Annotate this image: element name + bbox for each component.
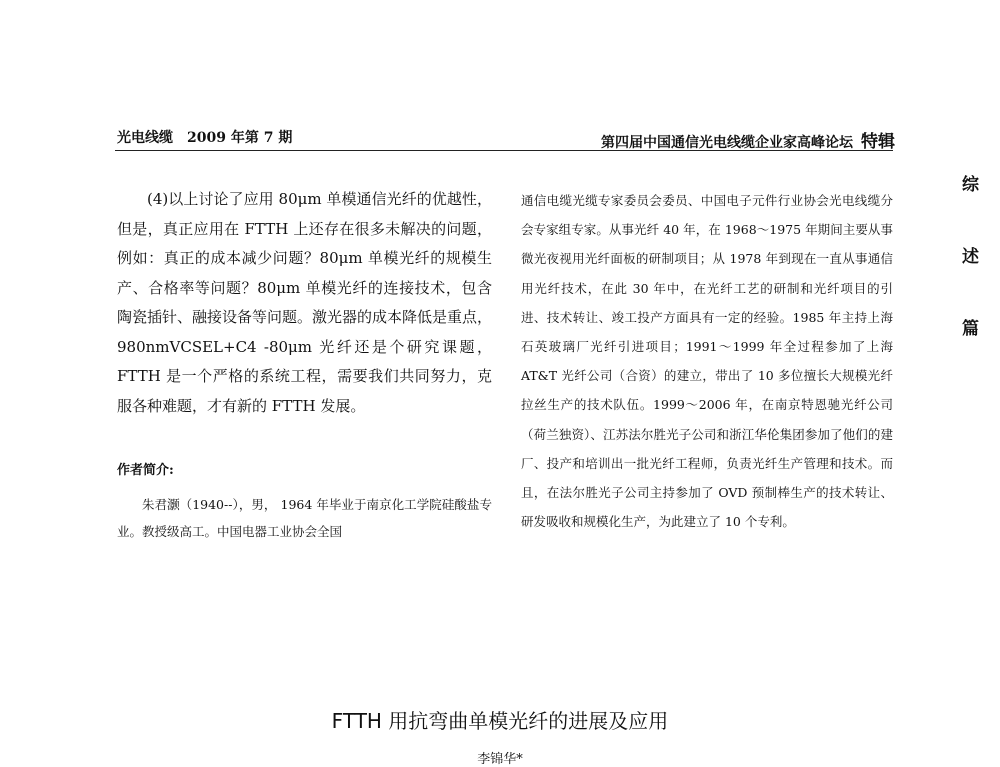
side-label-3: 篇 — [962, 319, 979, 339]
author-heading: 作者简介: — [117, 463, 174, 478]
right-column — [521, 186, 893, 536]
next-article-author: 李锦华* — [477, 752, 523, 767]
next-article-title: FTTH 用抗弯曲单模光纤的进展及应用 — [331, 709, 669, 733]
side-label-1: 综 — [962, 175, 979, 195]
forum-header — [601, 127, 895, 152]
journal-header: 光电线缆 2009 年第 7 期 — [117, 130, 293, 146]
conclusion-paragraph: (4)以上讨论了应用 80μm 单模通信光纤的优越性，但是，真正应用在 FTTH 上还存在很多未解决的问题，例如：真正的成本减少问题？80μm 单模光纤的规模生产、合格率等问题？80μm 单模光纤的连接技术，包含陶瓷插针、融接设备等问题。激光器的成本降低是重点，980nmVCSEL+C4 -80μm 光纤还是个研究课题，FTTH 是一个严格的系统工程，需要我们共同努力，克服各种难题，才有新的 FTTH 发展。 — [117, 190, 493, 415]
author-bio-start: 朱君灏（1940--），男， 1964 年毕业于南京化工学院硅酸盐专业。教授级高工。中国电器工业协会全国 — [117, 497, 492, 539]
left-column — [117, 185, 492, 545]
side-label-2: 述 — [962, 247, 979, 267]
author-bio-continued: 通信电缆光缆专家委员会委员、中国电子元件行业协会光电线缆分会专家组专家。从事光纤 40 年，在 1968～1975 年期间主要从事微光夜视用光纤面板的研制项目；从 1978 年到现在一直从事通信用光纤技术，在此 30 年中，在光纤工艺的研制和光纤项目的引进、技术转让、竣工投产方面具有一定的经验。1985 年主持上海石英玻璃厂光纤引进项目；1991～1999 年全过程参加了上海 AT&T 光纤公司（合资）的建立，带出了 10 多位擅长大规模光纤拉丝生产的技术队伍。1999～2006 年，在南京特恩驰光纤公司（荷兰独资）、江苏法尔胜光子公司和浙江华伦集团参加了他们的建厂、投产和培训出一批光纤工程师，负责光纤生产管理和技术。而且，在法尔胜光子公司主持参加了 OVD 预制棒生产的技术转让、研发吸收和规模化生产，为此建立了 10 个专利。 — [521, 193, 893, 530]
header-rule — [115, 150, 893, 151]
forum-title: 第四届中国通信光电线缆企业家高峰论坛 — [601, 135, 853, 151]
special-issue-label: 特辑 — [861, 132, 895, 152]
